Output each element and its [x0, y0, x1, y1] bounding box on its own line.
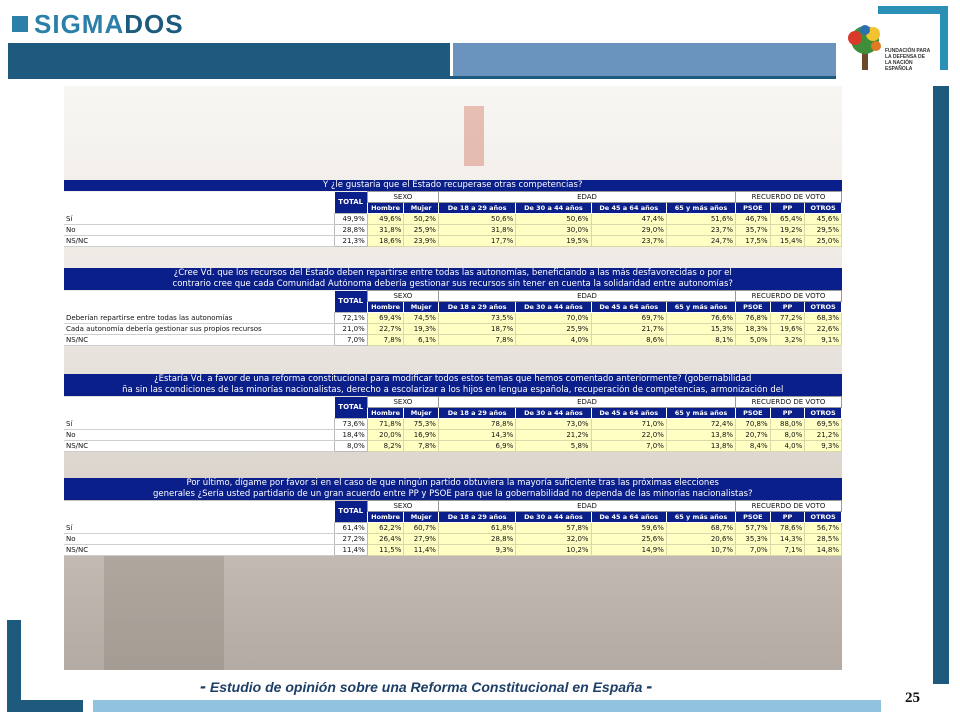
subgroup-header: OTROS [805, 408, 842, 419]
value-cell: 22,7% [367, 324, 404, 335]
subgroup-header: PSOE [736, 203, 771, 214]
value-cell: 5,8% [516, 441, 591, 452]
value-cell: 23,7% [591, 236, 666, 247]
table-row [64, 430, 842, 441]
subgroup-header: 65 y más años [666, 512, 735, 523]
subgroup-header: De 45 a 64 años [591, 408, 666, 419]
value-cell: 14,8% [805, 545, 842, 556]
row-label: Cada autonomía debería gestionar sus propios recursos [64, 324, 335, 335]
footer-dash-right: - [646, 676, 653, 696]
total-header: TOTAL [335, 397, 368, 419]
value-cell: 31,8% [438, 225, 515, 236]
value-cell: 46,7% [736, 214, 771, 225]
subgroup-header: Mujer [404, 302, 439, 313]
subgroup-header: De 30 a 44 años [516, 408, 591, 419]
table-row [64, 523, 842, 534]
value-cell: 57,8% [516, 523, 591, 534]
value-cell: 25,9% [404, 225, 439, 236]
value-cell: 76,6% [666, 313, 735, 324]
value-cell: 69,5% [805, 419, 842, 430]
total-cell: 18,4% [335, 430, 368, 441]
group-header: RECUERDO DE VOTO [736, 291, 842, 302]
value-cell: 14,3% [770, 534, 805, 545]
page-number: 25 [905, 690, 920, 706]
sigmados-logo [12, 10, 184, 38]
table-row [64, 335, 842, 346]
table-row [64, 214, 842, 225]
value-cell: 17,7% [438, 236, 515, 247]
footer-text: Estudio de opinión sobre una Reforma Constitucional en España [209, 679, 643, 695]
table-row [64, 236, 842, 247]
subgroup-header: De 30 a 44 años [516, 512, 591, 523]
value-cell: 31,8% [367, 225, 404, 236]
value-cell: 16,9% [404, 430, 439, 441]
table-row [64, 324, 842, 335]
survey-table-2 [64, 268, 842, 346]
table-row [64, 545, 842, 556]
value-cell: 23,9% [404, 236, 439, 247]
value-cell: 69,7% [591, 313, 666, 324]
value-cell: 59,6% [591, 523, 666, 534]
foundation-logo [843, 22, 933, 76]
total-cell: 8,0% [335, 441, 368, 452]
value-cell: 57,7% [736, 523, 771, 534]
total-header: TOTAL [335, 291, 368, 313]
total-cell: 11,4% [335, 545, 368, 556]
value-cell: 35,7% [736, 225, 771, 236]
total-cell: 61,4% [335, 523, 368, 534]
footer-dash-left: - [200, 676, 206, 696]
value-cell: 21,7% [591, 324, 666, 335]
value-cell: 61,8% [438, 523, 515, 534]
group-header: SEXO [367, 192, 438, 203]
row-label: NS/NC [64, 335, 335, 346]
header-blank [64, 291, 335, 313]
value-cell: 25,9% [516, 324, 591, 335]
group-header: SEXO [367, 501, 438, 512]
value-cell: 6,9% [438, 441, 515, 452]
value-cell: 8,2% [367, 441, 404, 452]
total-cell: 73,6% [335, 419, 368, 430]
value-cell: 70,8% [736, 419, 771, 430]
question-text: Y ¿le gustaría que el Estado recuperase otras competencias? [64, 180, 842, 192]
subgroup-header: PP [770, 408, 805, 419]
value-cell: 11,5% [367, 545, 404, 556]
value-cell: 14,3% [438, 430, 515, 441]
corner-bracket-bottom-left [7, 620, 21, 712]
value-cell: 71,8% [367, 419, 404, 430]
table-row [64, 419, 842, 430]
row-label: NS/NC [64, 236, 335, 247]
value-cell: 32,0% [516, 534, 591, 545]
table-row [64, 225, 842, 236]
subgroup-header: OTROS [805, 512, 842, 523]
value-cell: 19,2% [770, 225, 805, 236]
subgroup-header: De 45 a 64 años [591, 302, 666, 313]
total-header: TOTAL [335, 192, 368, 214]
group-header: EDAD [438, 397, 735, 408]
bottom-bar [93, 700, 881, 712]
subgroup-header: Hombre [367, 512, 404, 523]
value-cell: 62,2% [367, 523, 404, 534]
subgroup-header: 65 y más años [666, 408, 735, 419]
value-cell: 7,8% [438, 335, 515, 346]
value-cell: 5,0% [736, 335, 771, 346]
group-header: SEXO [367, 291, 438, 302]
subgroup-header: OTROS [805, 302, 842, 313]
subgroup-header: Hombre [367, 203, 404, 214]
subgroup-header: PP [770, 512, 805, 523]
question-text: Por último, dígame por favor si en el caso de que ningún partido obtuviera la mayoría suficiente tras las próximas elecciones [64, 478, 842, 489]
logo-text-sigma: SIGMA [34, 8, 125, 39]
group-header: EDAD [438, 192, 735, 203]
value-cell: 78,6% [770, 523, 805, 534]
value-cell: 75,3% [404, 419, 439, 430]
header-bar-dark [8, 43, 450, 76]
group-header: RECUERDO DE VOTO [736, 397, 842, 408]
value-cell: 8,0% [770, 430, 805, 441]
value-cell: 26,4% [367, 534, 404, 545]
value-cell: 25,6% [591, 534, 666, 545]
subgroup-header: PSOE [736, 302, 771, 313]
total-cell: 7,0% [335, 335, 368, 346]
value-cell: 21,2% [805, 430, 842, 441]
header-underline [8, 76, 836, 79]
subgroup-header: Mujer [404, 408, 439, 419]
right-vertical-bar [933, 86, 949, 684]
value-cell: 7,8% [404, 441, 439, 452]
value-cell: 7,1% [770, 545, 805, 556]
value-cell: 30,0% [516, 225, 591, 236]
value-cell: 8,6% [591, 335, 666, 346]
total-cell: 28,8% [335, 225, 368, 236]
value-cell: 15,4% [770, 236, 805, 247]
total-cell: 21,3% [335, 236, 368, 247]
row-label: No [64, 430, 335, 441]
corner-bracket-top [878, 6, 948, 14]
footer-caption [200, 676, 820, 697]
value-cell: 19,3% [404, 324, 439, 335]
group-header: EDAD [438, 291, 735, 302]
value-cell: 18,6% [367, 236, 404, 247]
value-cell: 28,8% [438, 534, 515, 545]
value-cell: 74,5% [404, 313, 439, 324]
table-row [64, 534, 842, 545]
value-cell: 51,6% [666, 214, 735, 225]
subgroup-header: Mujer [404, 512, 439, 523]
value-cell: 49,6% [367, 214, 404, 225]
subgroup-header: De 18 a 29 años [438, 302, 515, 313]
subgroup-header: PSOE [736, 408, 771, 419]
value-cell: 9,1% [805, 335, 842, 346]
corner-bracket-right [940, 6, 948, 70]
row-label: NS/NC [64, 545, 335, 556]
subgroup-header: De 45 a 64 años [591, 512, 666, 523]
row-label: No [64, 225, 335, 236]
value-cell: 20,6% [666, 534, 735, 545]
table-row [64, 441, 842, 452]
value-cell: 10,2% [516, 545, 591, 556]
value-cell: 17,5% [736, 236, 771, 247]
value-cell: 9,3% [805, 441, 842, 452]
value-cell: 69,4% [367, 313, 404, 324]
row-label: NS/NC [64, 441, 335, 452]
value-cell: 8,1% [666, 335, 735, 346]
value-cell: 22,6% [805, 324, 842, 335]
header-blank [64, 192, 335, 214]
question-text: generales ¿Sería usted partidario de un gran acuerdo entre PP y PSOE para que la gobernabilidad no dependa de las minorías nacionalistas? [64, 489, 842, 501]
value-cell: 24,7% [666, 236, 735, 247]
value-cell: 25,0% [805, 236, 842, 247]
row-label: Sí [64, 214, 335, 225]
subgroup-header: 65 y más años [666, 203, 735, 214]
value-cell: 71,0% [591, 419, 666, 430]
table-row [64, 313, 842, 324]
subgroup-header: De 18 a 29 años [438, 408, 515, 419]
logo-square-icon [12, 16, 28, 32]
total-cell: 21,0% [335, 324, 368, 335]
subgroup-header: 65 y más años [666, 302, 735, 313]
value-cell: 56,7% [805, 523, 842, 534]
value-cell: 76,8% [736, 313, 771, 324]
value-cell: 50,6% [516, 214, 591, 225]
subgroup-header: PP [770, 302, 805, 313]
foundation-logo-text: FUNDACIÓN PARA LA DEFENSA DE LA NACIÓN ESPAÑOLA [885, 48, 930, 72]
row-label: Sí [64, 523, 335, 534]
subgroup-header: PSOE [736, 512, 771, 523]
value-cell: 7,0% [591, 441, 666, 452]
total-header: TOTAL [335, 501, 368, 523]
value-cell: 73,0% [516, 419, 591, 430]
subgroup-header: De 18 a 29 años [438, 512, 515, 523]
value-cell: 21,2% [516, 430, 591, 441]
value-cell: 70,0% [516, 313, 591, 324]
group-header: RECUERDO DE VOTO [736, 501, 842, 512]
value-cell: 7,0% [736, 545, 771, 556]
value-cell: 7,8% [367, 335, 404, 346]
value-cell: 73,5% [438, 313, 515, 324]
value-cell: 68,3% [805, 313, 842, 324]
tree-icon [843, 22, 887, 76]
value-cell: 29,0% [591, 225, 666, 236]
value-cell: 88,0% [770, 419, 805, 430]
subgroup-header: Hombre [367, 408, 404, 419]
value-cell: 19,6% [770, 324, 805, 335]
value-cell: 13,8% [666, 430, 735, 441]
row-label: Deberían repartirse entre todas las autonomías [64, 313, 335, 324]
subgroup-header: De 45 a 64 años [591, 203, 666, 214]
value-cell: 4,0% [516, 335, 591, 346]
value-cell: 19,5% [516, 236, 591, 247]
value-cell: 60,7% [404, 523, 439, 534]
value-cell: 11,4% [404, 545, 439, 556]
value-cell: 13,8% [666, 441, 735, 452]
value-cell: 18,7% [438, 324, 515, 335]
survey-table-3 [64, 374, 842, 452]
value-cell: 78,8% [438, 419, 515, 430]
value-cell: 72,4% [666, 419, 735, 430]
subgroup-header: De 30 a 44 años [516, 302, 591, 313]
value-cell: 8,4% [736, 441, 771, 452]
subgroup-header: De 18 a 29 años [438, 203, 515, 214]
corner-bracket-bottom [7, 700, 83, 712]
value-cell: 28,5% [805, 534, 842, 545]
value-cell: 3,2% [770, 335, 805, 346]
survey-table-4 [64, 478, 842, 556]
logo-text-dos: DOS [124, 8, 184, 39]
total-cell: 49,9% [335, 214, 368, 225]
value-cell: 20,0% [367, 430, 404, 441]
subgroup-header: De 30 a 44 años [516, 203, 591, 214]
value-cell: 22,0% [591, 430, 666, 441]
value-cell: 77,2% [770, 313, 805, 324]
value-cell: 18,3% [736, 324, 771, 335]
value-cell: 29,5% [805, 225, 842, 236]
subgroup-header: Mujer [404, 203, 439, 214]
question-text: ¿Cree Vd. que los recursos del Estado deben repartirse entre todas las autonomías, beneficiando a las más desfavorecidas o por el [64, 268, 842, 279]
value-cell: 6,1% [404, 335, 439, 346]
value-cell: 45,6% [805, 214, 842, 225]
group-header: EDAD [438, 501, 735, 512]
group-header: SEXO [367, 397, 438, 408]
value-cell: 9,3% [438, 545, 515, 556]
total-cell: 27,2% [335, 534, 368, 545]
value-cell: 47,4% [591, 214, 666, 225]
subgroup-header: Hombre [367, 302, 404, 313]
question-text: contrario cree que cada Comunidad Autónoma debería gestionar sus recursos sin tener en cuenta la solidaridad entre autonomías? [64, 279, 842, 291]
row-label: Sí [64, 419, 335, 430]
value-cell: 50,6% [438, 214, 515, 225]
header-blank [64, 501, 335, 523]
value-cell: 50,2% [404, 214, 439, 225]
question-text: ña sin las condiciones de las minorías nacionalistas, derecho a escolarizar a los hijos en lengua española, recuperación de competencias, armonización del [64, 385, 842, 397]
value-cell: 27,9% [404, 534, 439, 545]
value-cell: 23,7% [666, 225, 735, 236]
header-blank [64, 397, 335, 419]
survey-table-1 [64, 180, 842, 247]
header-bar-light [453, 43, 836, 76]
value-cell: 68,7% [666, 523, 735, 534]
value-cell: 35,3% [736, 534, 771, 545]
value-cell: 20,7% [736, 430, 771, 441]
row-label: No [64, 534, 335, 545]
total-cell: 72,1% [335, 313, 368, 324]
value-cell: 14,9% [591, 545, 666, 556]
value-cell: 10,7% [666, 545, 735, 556]
value-cell: 4,0% [770, 441, 805, 452]
subgroup-header: OTROS [805, 203, 842, 214]
group-header: RECUERDO DE VOTO [736, 192, 842, 203]
subgroup-header: PP [770, 203, 805, 214]
value-cell: 65,4% [770, 214, 805, 225]
question-text: ¿Estaría Vd. a favor de una reforma constitucional para modificar todos estos temas que hemos comentado anteriormente? (gobernabilidad [64, 374, 842, 385]
value-cell: 15,3% [666, 324, 735, 335]
